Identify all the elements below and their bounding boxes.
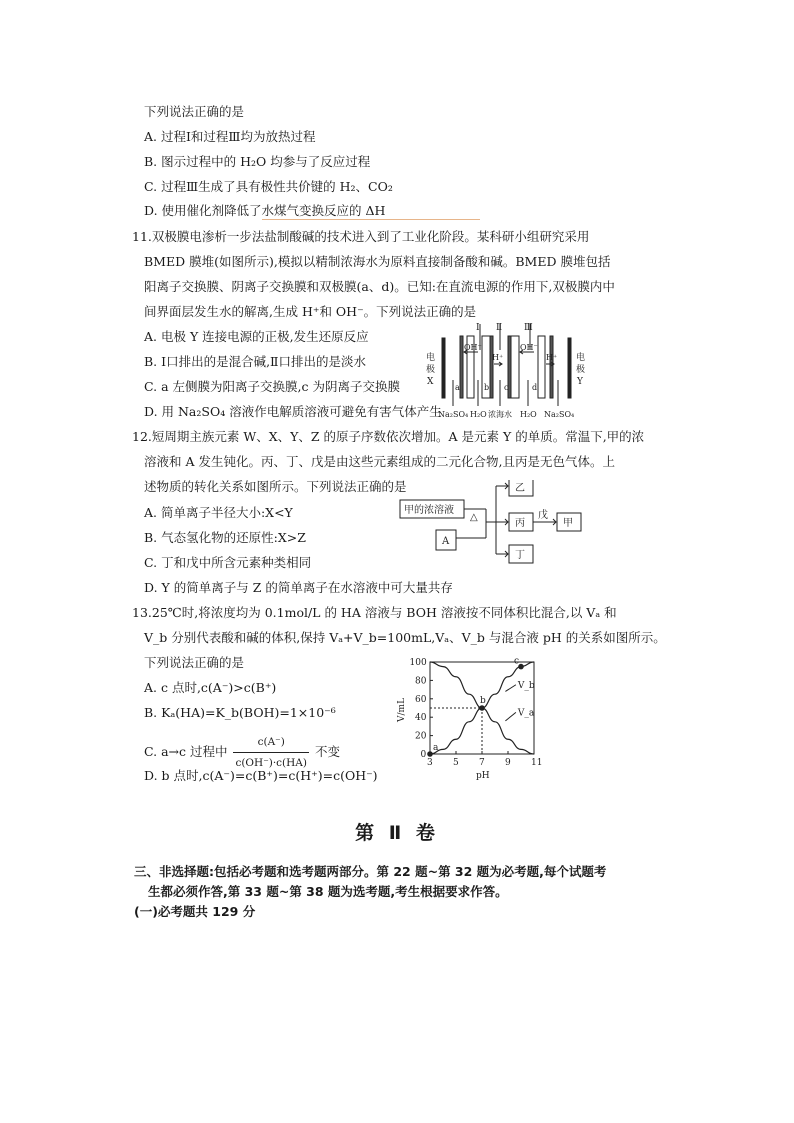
x-tick-label: 5 xyxy=(453,758,459,768)
conversion-diagram xyxy=(396,480,592,570)
series-label: V_a xyxy=(517,708,535,719)
q11-line-1: 11.双极膜电渗析一步法盐制酸碱的技术进入到了工业化阶段。某科研小组研究采用 xyxy=(132,229,590,244)
y-tick-label: 60 xyxy=(415,694,427,705)
input-h2o-left: H₂O xyxy=(470,410,487,419)
ion-oh-2: OH⁻ xyxy=(520,343,538,352)
membrane-a-label: a xyxy=(455,383,460,392)
highlight-underline xyxy=(262,219,480,220)
ion-h-1: H⁺ xyxy=(492,353,504,362)
y-tick-label: 0 xyxy=(420,750,427,760)
box-acid-label: 甲的浓溶液 xyxy=(404,505,454,516)
q11-option-c: C. a 左侧膜为阳离子交换膜,c 为阴离子交换膜 xyxy=(144,379,400,394)
q11-line-4: 间界面层发生水的解离,生成 H⁺和 OH⁻。下列说法正确的是 xyxy=(144,304,477,319)
x-tick-label: 11 xyxy=(531,758,543,768)
section-3-line-1: 三、非选择题:包括必考题和选考题两部分。第 22 题~第 32 题为必考题,每个试题考 xyxy=(134,864,607,879)
q11-line-2: BMED 膜堆(如图所示),模拟以精制浓海水为原料直接制备酸和碱。BMED 膜堆包括 xyxy=(144,254,611,269)
membrane-d xyxy=(538,336,545,398)
y-tick-label: 20 xyxy=(415,731,427,742)
q13-option-a: A. c 点时,c(A⁻)>c(B⁺) xyxy=(144,680,277,695)
y-tick-label: 100 xyxy=(409,658,427,668)
product-1-label: 乙 xyxy=(515,483,525,494)
q11-option-a: A. 电极 Y 连接电源的正极,发生还原反应 xyxy=(144,329,369,344)
q13-option-c-fraction xyxy=(233,732,309,773)
q10-intro: 下列说法正确的是 xyxy=(144,104,245,119)
q10-option-a: A. 过程Ⅰ和过程Ⅲ均为放热过程 xyxy=(144,129,316,144)
section-3-line-2: 生都必须作答,第 33 题~第 38 题为选考题,考生根据要求作答。 xyxy=(148,884,508,899)
electrode-x-label-1: 电 xyxy=(426,353,436,363)
q12-option-a: A. 简单离子半径大小:X<Y xyxy=(144,505,293,520)
q10-option-b: B. 图示过程中的 H₂O 均参与了反应过程 xyxy=(144,154,371,169)
product-2-label: 丙 xyxy=(515,518,525,529)
q12-line-2: 溶液和 A 发生钝化。丙、丁、戊是由这些元素组成的二元化合物,且丙是无色气体。上 xyxy=(144,454,615,469)
electrode-x xyxy=(442,338,445,398)
final-label: 甲 xyxy=(563,518,573,529)
membrane-d-label: d xyxy=(532,383,538,392)
x-axis-label: pH xyxy=(476,771,490,781)
point-label-c: c xyxy=(514,656,520,667)
point-a xyxy=(428,752,432,756)
q10-option-d: D. 使用催化剂降低了水煤气变换反应的 ΔH xyxy=(144,203,386,218)
fraction-numerator: c(A⁻) xyxy=(233,732,309,753)
part-2-heading: 第 Ⅱ 卷 xyxy=(355,822,439,844)
reagent-label: 戊 xyxy=(538,510,548,521)
y-tick-label: 40 xyxy=(415,713,427,724)
q13-option-d: D. b 点时,c(A⁻)=c(B⁺)=c(H⁺)=c(OH⁻) xyxy=(144,768,378,783)
input-seawater: 浓海水 xyxy=(488,410,512,419)
x-tick-label: 3 xyxy=(427,758,433,768)
fraction-denominator: c(OH⁻)·c(HA) xyxy=(235,757,307,769)
y-tick-label: 80 xyxy=(415,676,427,687)
bmed-diagram xyxy=(420,320,600,420)
q12-option-c: C. 丁和戊中所含元素种类相同 xyxy=(144,555,312,570)
q13-option-c xyxy=(144,732,340,773)
membrane-b-label: b xyxy=(484,383,490,392)
q12-option-d: D. Y 的简单离子与 Z 的简单离子在水溶液中可大量共存 xyxy=(144,580,453,595)
x-tick-label: 7 xyxy=(479,758,485,768)
membrane-c-label: c xyxy=(504,383,509,392)
ph-volume-chart xyxy=(390,654,550,784)
electrode-y xyxy=(568,338,571,398)
q13-option-c-text: C. a→c 过程中 xyxy=(144,744,228,759)
point-c xyxy=(519,664,523,668)
electrode-y-label-3: Y xyxy=(577,377,583,387)
q10-option-c: C. 过程Ⅲ生成了具有极性共价键的 H₂、CO₂ xyxy=(144,179,393,194)
product-3-label: 丁 xyxy=(515,550,525,561)
q11-option-d: D. 用 Na₂SO₄ 溶液作电解质溶液可避免有害气体产生 xyxy=(144,404,442,419)
point-label-a: a xyxy=(433,743,439,753)
port-2: Ⅱ xyxy=(496,323,503,333)
membrane-left-cation xyxy=(460,336,463,398)
series-label-leader xyxy=(505,712,516,721)
electrode-x-label-3: X xyxy=(427,377,434,387)
series-label: V_b xyxy=(517,680,535,691)
q12-option-b: B. 气态氢化物的还原性:X>Z xyxy=(144,530,306,545)
membrane-right xyxy=(550,336,553,398)
heat-symbol: △ xyxy=(470,512,478,523)
electrode-y-label-2: 极 xyxy=(576,365,586,375)
point-label-b: b xyxy=(480,696,486,706)
y-axis-label: V/mL xyxy=(397,697,407,722)
q11-line-3: 阳离子交换膜、阴离子交换膜和双极膜(a、d)。已知:在直流电源的作用下,双极膜内中 xyxy=(144,279,615,294)
point-b xyxy=(480,706,484,710)
electrode-y-label-1: 电 xyxy=(576,353,586,363)
port-3: Ⅲ xyxy=(524,323,533,333)
q13-option-b: B. Kₐ(HA)=K_b(BOH)=1×10⁻⁶ xyxy=(144,705,336,720)
q12-line-3: 述物质的转化关系如图所示。下列说法正确的是 xyxy=(144,479,407,494)
input-h2o-right: H₂O xyxy=(520,410,537,419)
required-questions-label: (一)必考题共 129 分 xyxy=(134,904,256,919)
q12-line-1: 12.短周期主族元素 W、X、Y、Z 的原子序数依次增加。A 是元素 Y 的单质。常温下,甲的浓 xyxy=(132,429,645,444)
x-tick-label: 9 xyxy=(505,758,511,768)
box-a-label: A xyxy=(442,536,450,547)
q13-line-1: 13.25℃时,将浓度均为 0.1mol/L 的 HA 溶液与 BOH 溶液按不同体积比混合,以 Vₐ 和 xyxy=(132,605,617,620)
q11-option-b: B. Ⅰ口排出的是混合碱,Ⅱ口排出的是淡水 xyxy=(144,354,367,369)
q13-option-c-tail: 不变 xyxy=(314,744,340,759)
series-label-leader xyxy=(505,685,516,692)
input-na2so4-right: Na₂SO₄ xyxy=(544,410,575,419)
electrode-x-label-2: 极 xyxy=(426,365,436,375)
q13-line-3: 下列说法正确的是 xyxy=(144,655,245,670)
q13-line-2: V_b 分别代表酸和碱的体积,保持 Vₐ+V_b=100mL,Vₐ、V_b 与混合液 pH 的关系如图所示。 xyxy=(144,630,666,645)
port-1: Ⅰ xyxy=(476,323,480,333)
ion-h-2: H⁺ xyxy=(546,353,558,362)
membrane-c-frame xyxy=(511,336,519,398)
ion-oh-1: OH⁻ xyxy=(464,343,482,352)
input-na2so4-left: Na₂SO₄ xyxy=(438,410,469,419)
